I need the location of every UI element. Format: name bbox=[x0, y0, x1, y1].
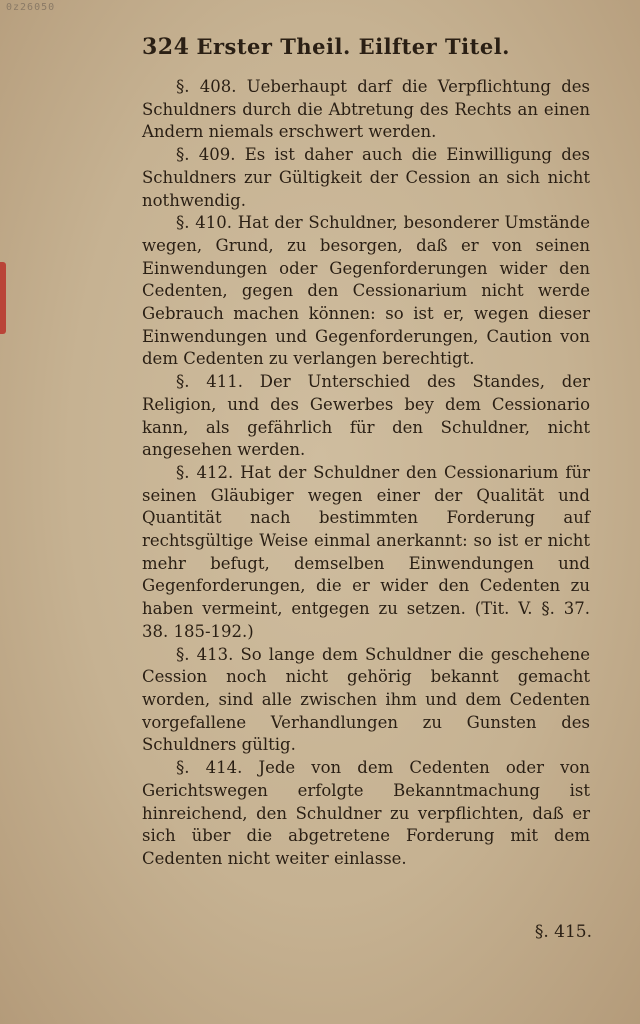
paragraph-410: §. 410. Hat der Schuldner, besonderer Umstände wegen, Grund, zu besorgen, daß er von seinen Einwendungen oder Gegenforderungen wider den Cedenten, gegen den Cessionarium nicht werde Gebrauch machen können: so ist er, wegen dieser Einwendungen und Gegenforderungen, Caution von dem Cedenten zu verlangen berechtigt. bbox=[142, 213, 590, 369]
red-edge-mark bbox=[0, 262, 6, 334]
paragraph-414: §. 414. Jede von dem Cedenten oder von Gerichtswegen erfolgte Bekanntmachung ist hinreichend, den Schuldner zu verpflichten, daß er sich über die abgetretene Forderung mit dem Cedenten nicht weiter einlasse. bbox=[142, 758, 590, 868]
archive-stamp: 0z26050 bbox=[6, 2, 56, 13]
paragraph-408: §. 408. Ueberhaupt darf die Verpflichtung des Schuldners durch die Abtretung des Rechts an einen Andern niemals erschwert werden. bbox=[142, 77, 590, 142]
page-number: 324 bbox=[142, 34, 190, 60]
paragraph-413: §. 413. So lange dem Schuldner die geschehene Cession noch nicht gehörig bekannt gemacht worden, sind alle zwischen ihm und dem Cedenten vorgefallene Verhandlungen zu Gunsten des Schuldners gültig. bbox=[142, 644, 590, 755]
paragraph-411: §. 411. Der Unterschied des Standes, der Religion, und des Gewerbes bey dem Cessionario kann, als gefährlich für den Schuldner, nicht angesehen werden. bbox=[142, 372, 590, 460]
page-title: Erster Theil. Eilfter Titel. bbox=[196, 34, 510, 59]
catchword: §. 415. bbox=[534, 922, 592, 942]
paragraph-412: §. 412. Hat der Schuldner den Cessionarium für seinen Gläubiger wegen einer der Qualität und Quantität nach bestimmten Forderung auf rechtsgültige Weise einmal anerkannt: so ist er nicht mehr befugt, demselben Einwendungen und Gegenforderungen, die er wider den Cedenten zu haben vermeint, entgegen zu setzen. (Tit. V. §. 37. 38. 185-192.) bbox=[142, 462, 590, 641]
body-text bbox=[142, 76, 590, 871]
running-head bbox=[142, 34, 510, 60]
paragraph-409: §. 409. Es ist daher auch die Einwilligung des Schuldners zur Gültigkeit der Cession an sich nicht nothwendig. bbox=[142, 145, 590, 210]
